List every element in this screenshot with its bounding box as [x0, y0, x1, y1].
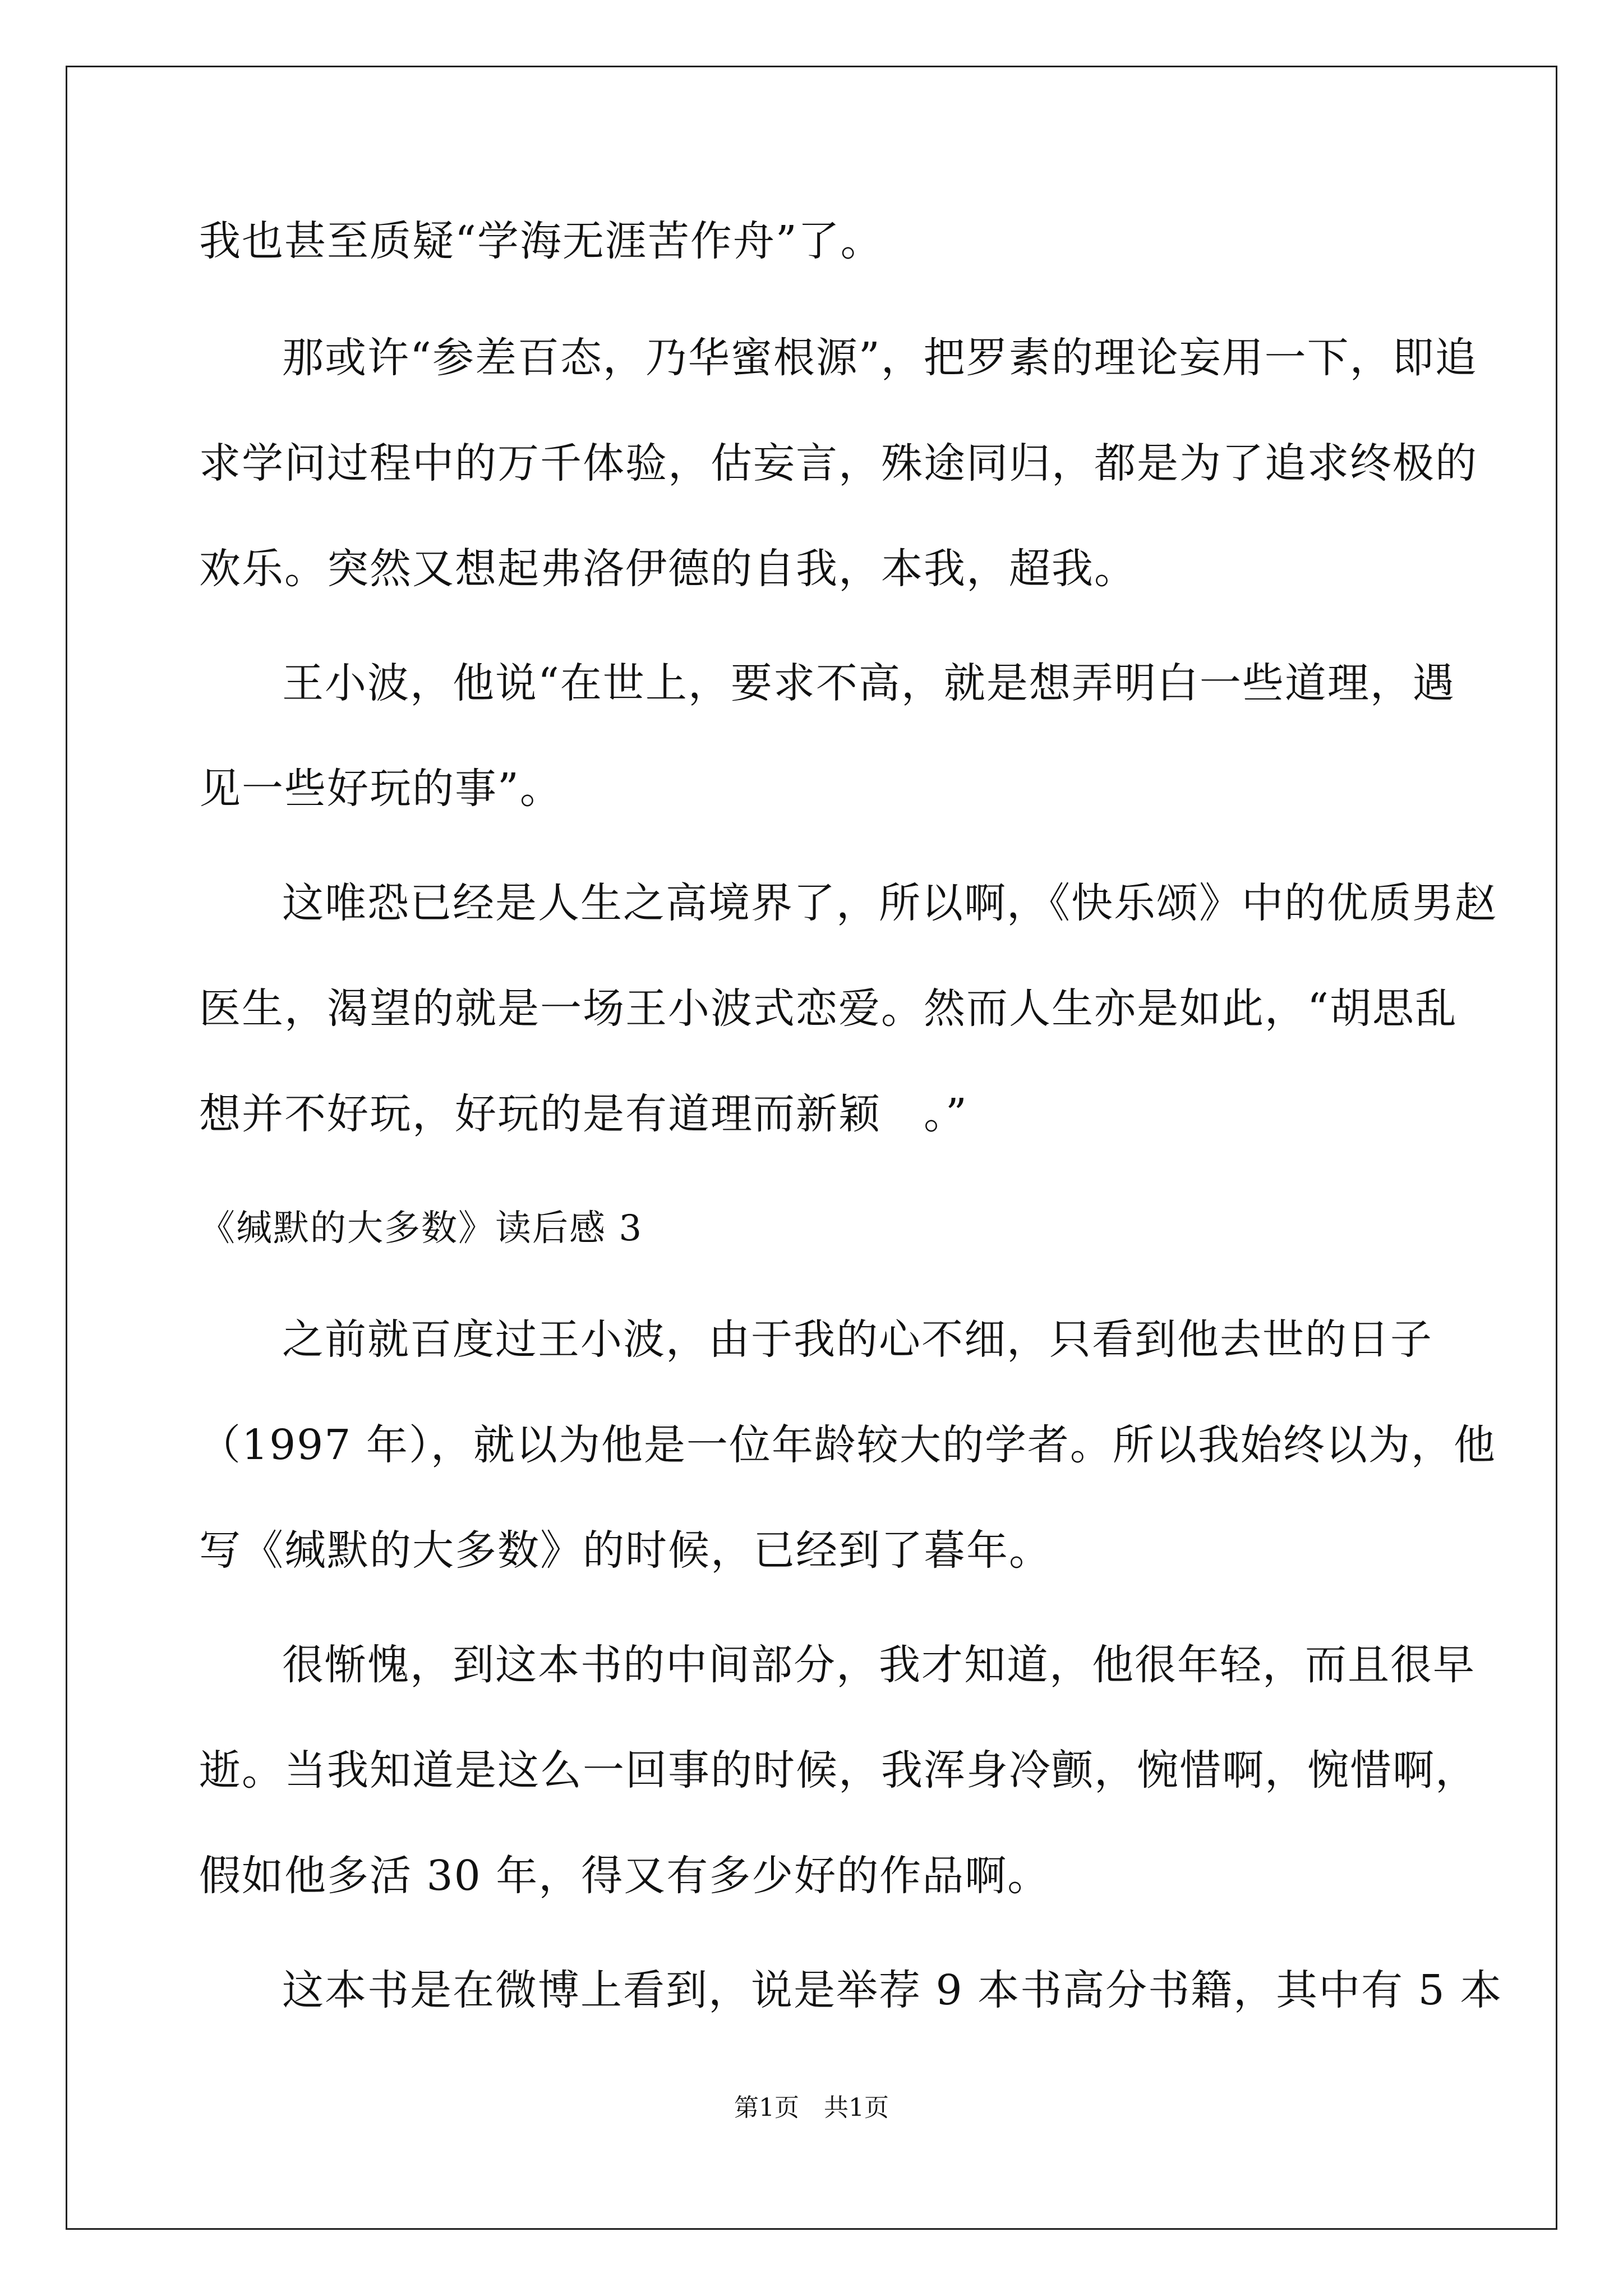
- text-line: （1997 年），就以为他是一位年龄较大的学者。所以我始终以为，他: [199, 1421, 1496, 1469]
- text-line: 假如他多活 30 年，得又有多少好的作品啊。: [199, 1852, 1050, 1900]
- text-line: 之前就百度过王小波，由于我的心不细，只看到他去世的日子: [282, 1315, 1433, 1364]
- text-line: 欢乐。突然又想起弗洛伊德的自我，本我，超我。: [199, 545, 1137, 593]
- text-line: 这唯恐已经是人生之高境界了，所以啊，《快乐颂》中的优质男赵: [282, 879, 1497, 927]
- text-line: 逝。当我知道是这么一回事的时候，我浑身冷颤，惋惜啊，惋惜啊，: [199, 1746, 1478, 1795]
- text-line: 想并不好玩，好玩的是有道理而新颖 。”: [199, 1090, 968, 1138]
- text-line: 医生，渴望的就是一场王小波式恋爱。然而人生亦是如此，“胡思乱: [199, 984, 1458, 1033]
- text-line: 我也甚至质疑“学海无涯苦作舟”了。: [199, 217, 883, 265]
- text-line: 这本书是在微博上看到，说是举荐 9 本书高分书籍，其中有 5 本: [282, 1966, 1503, 2014]
- text-line: 写《缄默的大多数》的时候，已经到了暮年。: [199, 1526, 1052, 1575]
- text-line: 王小波，他说“在世上，要求不高，就是想弄明白一些道理，遇: [282, 659, 1455, 707]
- text-line: 见一些好玩的事”。: [199, 765, 562, 813]
- section-heading: 《缄默的大多数》读后感 3: [199, 1208, 643, 1249]
- page-border: [66, 66, 1557, 2230]
- page-number-footer: 第1页 共1页: [734, 2093, 889, 2122]
- text-line: 求学问过程中的万千体验，估妄言，殊途同归，都是为了追求终极的: [199, 439, 1478, 487]
- text-line: 很惭愧，到这本书的中间部分，我才知道，他很年轻，而且很早: [282, 1641, 1476, 1689]
- text-line: 那或许“参差百态，乃华蜜根源”，把罗素的理论妄用一下，即追: [282, 334, 1478, 382]
